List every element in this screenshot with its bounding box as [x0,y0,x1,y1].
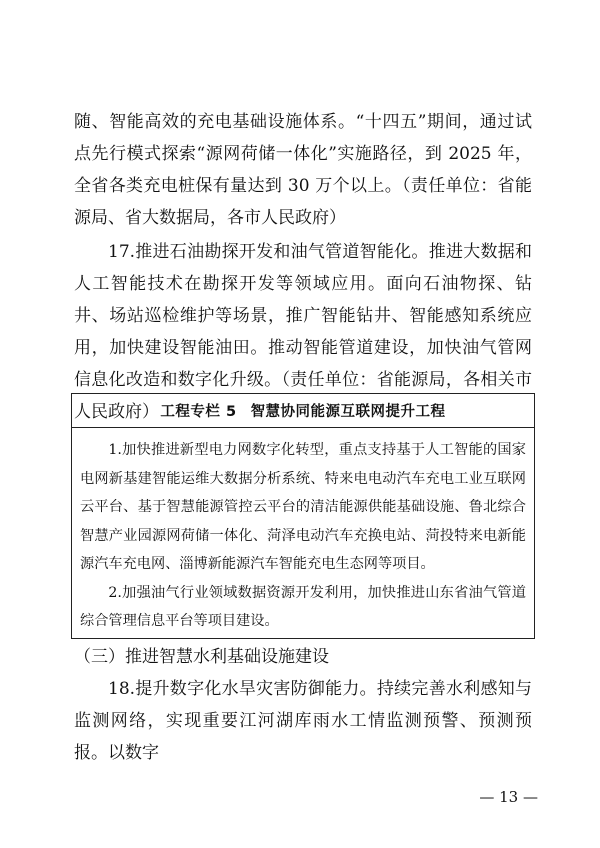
project-column-title [72,394,534,428]
project-column-body [72,428,534,636]
body-paragraph-water: 18.提升数字化水旱灾害防御能力。持续完善水利感知与监测网络，实现重要江河湖库雨水工情监测预警、预测预报。以数字 [74,679,532,763]
project-column-name: 智慧协同能源互联网提升工程 [250,404,446,420]
section-heading: （三）推进智慧水利基础设施建设 [74,647,329,667]
body-paragraph-oil-gas: 17.推进石油勘探开发和油气管道智能化。推进大数据和人工智能技术在勘探开发等领域应用。面向石油物探、钻井、场站巡检维护等场景，推广智能钻井、智能感知系统应用，加快建设智能油田。推动智能管道建设，加快油气管网信息化改造和数字化升级。（责任单位：省能源局，各相关市人民政府） [74,242,532,422]
project-item: 2.加强油气行业领域数据资源开发利用，加快推进山东省油气管道综合管理信息平台等项目建设。 [80,584,526,629]
project-column-box [71,393,535,639]
body-paragraph-charging: 随、智能高效的充电基础设施体系。“十四五”期间，通过试点先行模式探索“源网荷储一体化”实施路径，到 2025 年，全省各类充电桩保有量达到 30 万个以上。（责任单位：省能源局、省大数据局，各市人民政府） [74,112,532,228]
page-number: — 13 — [479,788,538,806]
project-item: 1.加快推进新型电力网数字化转型，重点支持基于人工智能的国家电网新基建智能运维大数据分析系统、特来电电动汽车充电工业互联网云平台、基于智慧能源管控云平台的清洁能源供能基础设施、鲁北综合智慧产业园源网荷储一体化、菏泽电动汽车充换电站、菏投特来电新能源汽车充电网、淄博新能源汽车智能充电生态网等项目。 [80,442,526,572]
project-column-label: 工程专栏 5 [160,404,237,420]
